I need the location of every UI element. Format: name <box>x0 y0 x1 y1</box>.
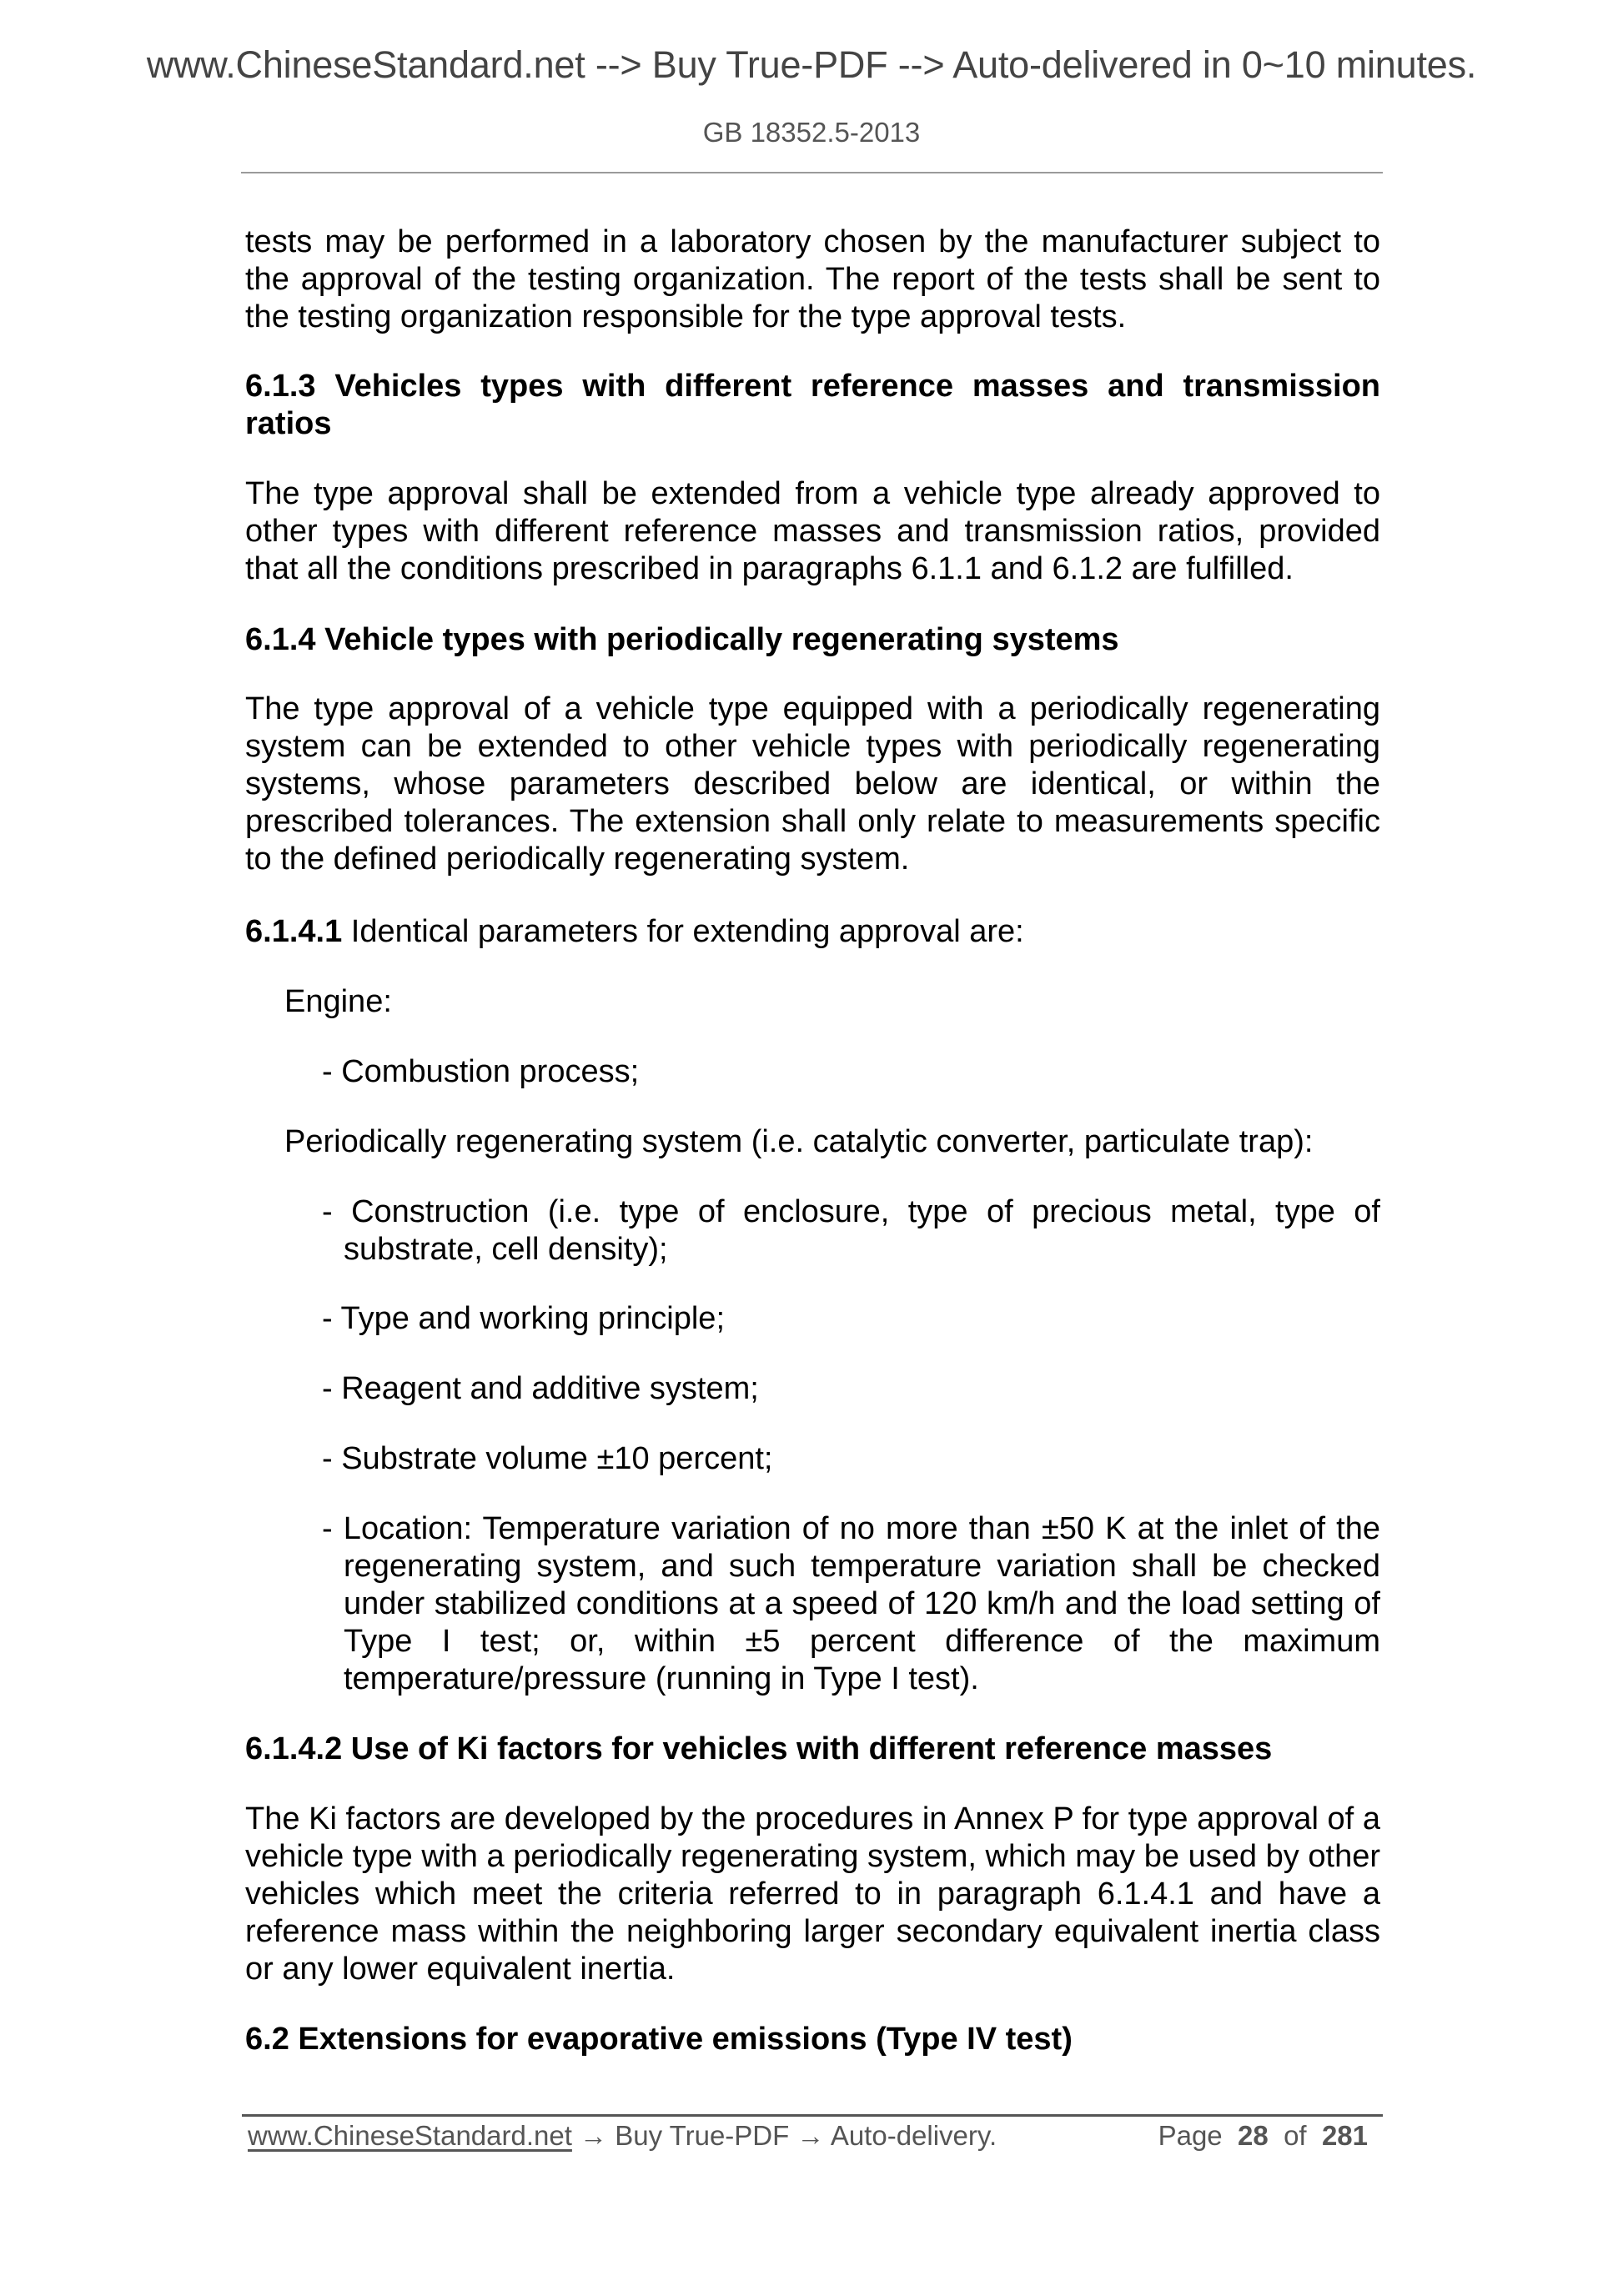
heading-6-1-4-2: 6.1.4.2 Use of Ki factors for vehicles with different reference masses <box>245 1731 1273 1766</box>
page-footer <box>248 2118 1383 2155</box>
document-id: GB 18352.5-2013 <box>702 117 921 148</box>
paragraph-6-1-3: The type approval shall be extended from a vehicle type already approved to other types with different reference masses and transmission ratios, provided that all the conditions prescribed in paragraphs 6.1.1 and 6.1.2 are fulfilled. <box>245 476 1380 586</box>
section-text: Identical parameters for extending approval are: <box>342 914 1024 949</box>
list-item-location: - Location: Temperature variation of no more than ±50 K at the inlet of the regenerating system, and such temperature variation shall be checked under stabilized conditions at a speed of 120 km/h and the load setting of Type I test; or, within ±5 percent difference of the maximum temperature/pressure (running in Type I test). <box>322 1511 1380 1696</box>
footer-divider <box>242 2114 1383 2117</box>
of-word: of <box>1284 2120 1307 2151</box>
heading-6-1-3: 6.1.3 Vehicles types with different reference masses and transmission ratios <box>245 369 1380 441</box>
regenerating-system-label: Periodically regenerating system (i.e. catalytic converter, particulate trap): <box>284 1124 1314 1159</box>
section-6-1-4-1 <box>245 913 1380 951</box>
heading-6-2: 6.2 Extensions for evaporative emissions (Type IV test) <box>245 2022 1073 2057</box>
total-pages: 281 <box>1321 2120 1368 2151</box>
current-page: 28 <box>1238 2120 1269 2151</box>
paragraph-6-1-4: The type approval of a vehicle type equipped with a periodically regenerating system can be extended to other vehicle types with periodically regenerating systems, whose parameters described below are identical, or within the prescribed tolerances. The extension shall only relate to measurements specific to the defined periodically regenerating system. <box>245 691 1380 877</box>
section-number: 6.1.4.1 <box>245 914 343 949</box>
list-item-construction: - Construction (i.e. type of enclosure, type of precious metal, type of substrate, cell density); <box>322 1194 1380 1267</box>
list-item-reagent: - Reagent and additive system; <box>322 1371 759 1406</box>
list-item-substrate-volume: - Substrate volume ±10 percent; <box>322 1441 773 1476</box>
list-item-combustion: - Combustion process; <box>322 1054 640 1089</box>
paragraph-intro: tests may be performed in a laboratory chosen by the manufacturer subject to the approval of the testing organization. The report of the tests shall be sent to the testing organization responsible for the type approval tests. <box>245 224 1380 334</box>
website-link[interactable]: www.ChineseStandard.net <box>248 2120 572 2151</box>
header-divider <box>241 172 1383 173</box>
footer-tagline: → Buy True-PDF → Auto-delivery. <box>571 2120 997 2151</box>
page-indicator <box>1158 2118 1368 2153</box>
page-word: Page <box>1158 2120 1223 2151</box>
heading-6-1-4: 6.1.4 Vehicle types with periodically regenerating systems <box>245 622 1119 657</box>
engine-label: Engine: <box>284 984 392 1019</box>
list-item-working-principle: - Type and working principle; <box>322 1301 725 1336</box>
paragraph-6-1-4-2: The Ki factors are developed by the procedures in Annex P for type approval of a vehicle type with a periodically regenerating system, which may be used by other vehicles which meet the criteria referred to in paragraph 6.1.4.1 and have a reference mass within the neighboring larger secondary equivalent inertia class or any lower equivalent inertia. <box>245 1801 1380 1987</box>
header-banner: www.ChineseStandard.net --> Buy True-PDF --> Auto-delivered in 0~10 minutes. <box>146 43 1477 86</box>
